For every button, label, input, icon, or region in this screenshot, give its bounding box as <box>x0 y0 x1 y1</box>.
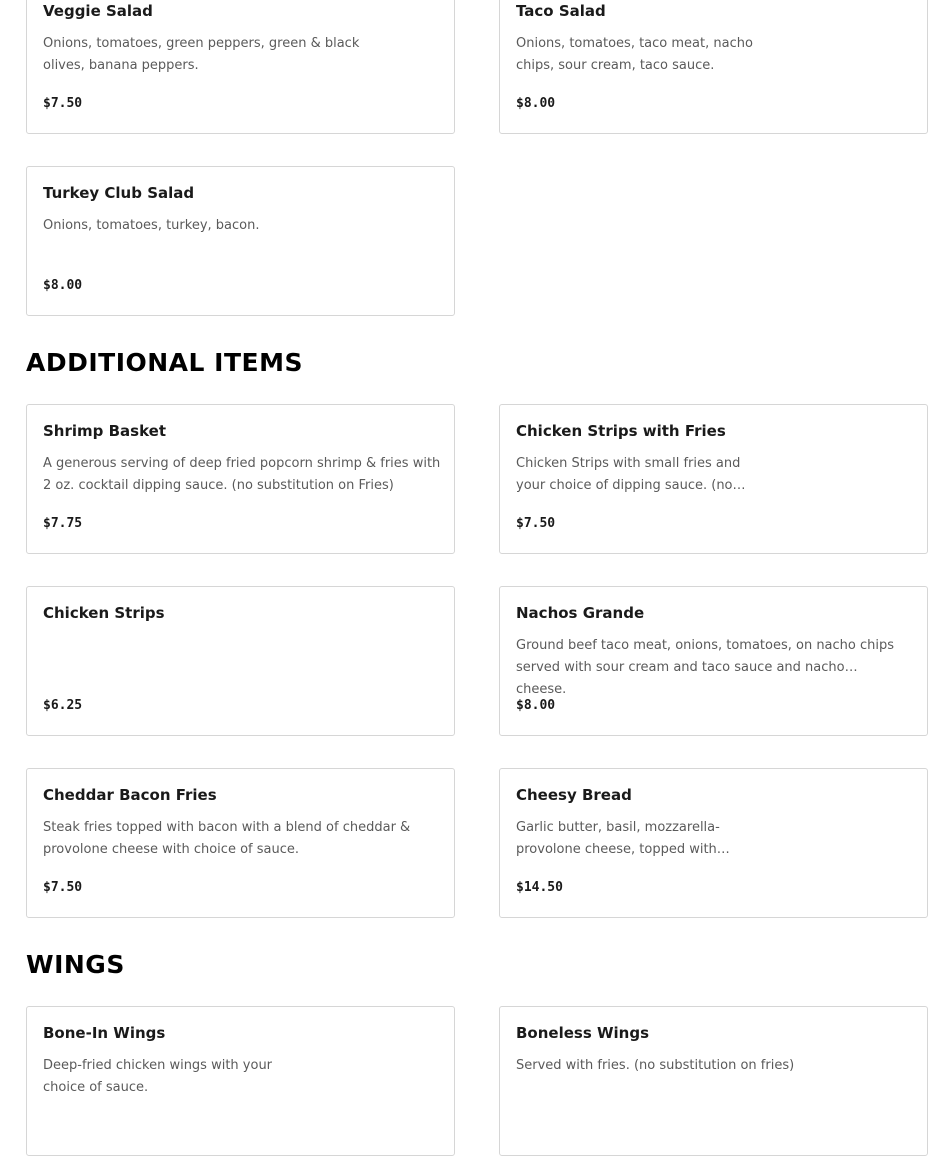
menu-item-card-nachos-grande[interactable] <box>499 586 928 736</box>
menu-item-name: Cheesy Bread <box>516 786 632 804</box>
menu-item-description: Deep-fried chicken wings with your choice of sauce. <box>43 1058 273 1095</box>
menu-item-name: Veggie Salad <box>43 2 153 20</box>
section-title-additional-items: ADDITIONAL ITEMS <box>26 348 303 377</box>
menu-item-name: Chicken Strips with Fries <box>516 422 726 440</box>
menu-item-card-boneless-wings[interactable] <box>499 1006 928 1156</box>
menu-item-name: Boneless Wings <box>516 1024 650 1042</box>
menu-item-name: Bone-In Wings <box>43 1024 166 1042</box>
menu-item-name: Cheddar Bacon Fries <box>43 786 217 804</box>
menu-item-description: Garlic butter, basil, mozzarella-provolone cheese, topped with… <box>516 820 730 857</box>
menu-item-description: Served with fries. (no substitution on fries) <box>516 1058 795 1073</box>
menu-item-price: $8.00 <box>43 278 83 293</box>
menu-item-card-taco-salad[interactable] <box>499 0 928 134</box>
menu-item-card-cheddar-bacon-fries[interactable] <box>26 768 455 918</box>
menu-item-description: Onions, tomatoes, green peppers, green & black olives, banana peppers. <box>43 36 360 73</box>
menu-item-name: Nachos Grande <box>516 604 645 622</box>
menu-item-price: $8.00 <box>516 698 556 713</box>
menu-item-card-veggie-salad[interactable] <box>26 0 455 134</box>
menu-item-name: Taco Salad <box>516 2 606 20</box>
menu-item-price: $6.25 <box>43 698 83 713</box>
menu-item-price: $7.50 <box>43 96 83 111</box>
menu-item-price: $7.50 <box>516 516 556 531</box>
menu-item-description: Onions, tomatoes, taco meat, nacho chips, sour cream, taco sauce. <box>516 36 753 73</box>
menu-item-card-cheesy-bread[interactable] <box>499 768 928 918</box>
menu-item-description: A generous serving of deep fried popcorn shrimp & fries with 2 oz. cocktail dipping sauce. (no substitution on Fries) <box>43 456 441 493</box>
menu-item-price: $7.75 <box>43 516 83 531</box>
menu-item-name: Shrimp Basket <box>43 422 167 440</box>
menu-item-card-chicken-strips-with-fries[interactable] <box>499 404 928 554</box>
menu-item-card-turkey-club-salad[interactable] <box>26 166 455 316</box>
menu-item-price: $8.00 <box>516 96 556 111</box>
menu-item-name: Chicken Strips <box>43 604 165 622</box>
menu-item-card-chicken-strips[interactable] <box>26 586 455 736</box>
menu-item-price: $14.50 <box>516 880 563 895</box>
menu-item-card-bone-in-wings[interactable] <box>26 1006 455 1156</box>
menu-item-description: Chicken Strips with small fries and your choice of dipping sauce. (no… <box>516 456 746 493</box>
menu-item-description: Onions, tomatoes, turkey, bacon. <box>43 218 260 233</box>
menu-item-name: Turkey Club Salad <box>43 184 195 202</box>
menu-item-description: Steak fries topped with bacon with a blend of cheddar & provolone cheese with choice of sauce. <box>43 820 411 857</box>
menu-item-description: Ground beef taco meat, onions, tomatoes, on nacho chips served with sour cream and taco sauce and nacho cheese. <box>516 638 895 697</box>
section-title-wings: WINGS <box>26 950 125 979</box>
menu-item-price: $7.50 <box>43 880 83 895</box>
menu-item-card-shrimp-basket[interactable] <box>26 404 455 554</box>
